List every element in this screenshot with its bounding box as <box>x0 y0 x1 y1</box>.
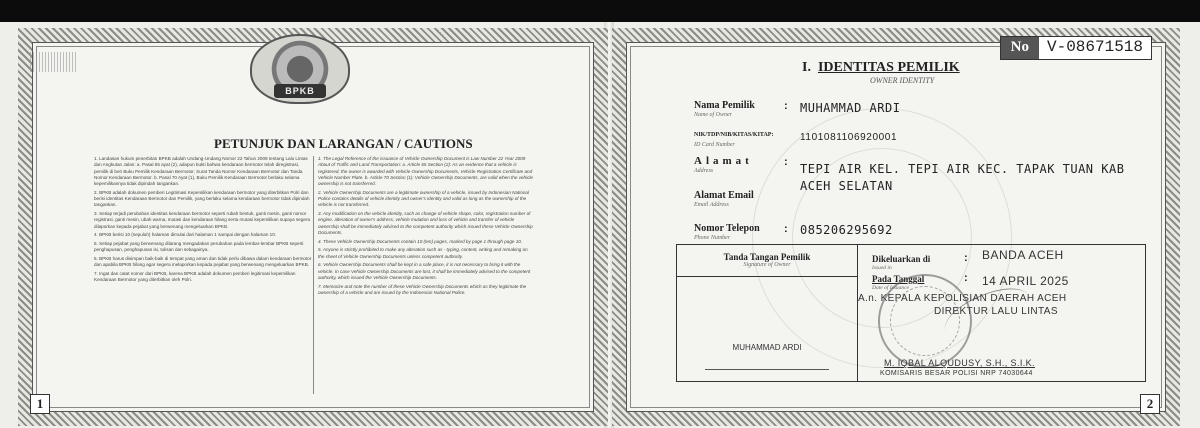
address-value-line2: ACEH SELATAN <box>800 179 893 193</box>
colon: : <box>964 272 968 284</box>
owner-signature-sublabel: Signature of Owner <box>743 262 791 268</box>
issued-in-label: Dikeluarkan di <box>872 254 931 264</box>
instruction-item: 2. Vehicle Ownership Documents are a legitimate ownership of a vehicle, issued by Indonesian National Police contains details of vehicle identity and owner's identity and valid as long as the ownership of the vehicle is not transferred. <box>318 189 530 208</box>
official-name: M. IQBAL ALQUDUSY, S.H., S.I.K. <box>884 358 1035 368</box>
instruction-item: 7. Ingat dan catat nomor dari BPKB, karena BPKB adalah dokumen pemberi legitimasi kepemilikan Kendaraan Bermotor yang diterbitkan oleh Polri. <box>94 271 296 283</box>
section-number: I. <box>802 60 811 75</box>
instruction-item: 2. BPKB adalah dokumen pemberi Legitimasi Kepemilikan kendaraan bermotor yang diterbitkan Polri dan berisi identitas Kendaraan Bermotor dan Pemilik, yang berlaku selama kendaraan bermotor tidak dipindah tangankan. <box>94 189 310 208</box>
page-number: 2 <box>1140 394 1160 414</box>
owner-signature-name: MUHAMMAD ARDI <box>732 343 802 352</box>
email-sublabel: Email Address <box>694 202 729 208</box>
instruction-item: 5. Anyone is strictly prohibited to make any alteration such as - typing, content, writing and remaking on the sheet of Vehicle Ownership Documents unless competent authority. <box>318 247 528 259</box>
instruction-item: 3. Any modification on the vehicle identity, such as change of vehicle shape, color, registration number of engine, alteration of owner's address, vehicle mutation and loss of vehicle and transfer of vehicle ownership shall be immediately advised to the competent authority which issued these Vehicle Ownership Documents. <box>318 211 533 236</box>
page-number: 1 <box>30 394 50 414</box>
address-sublabel: Address <box>694 168 714 174</box>
right-page <box>612 28 1180 426</box>
instruction-item: 4. These Vehicle Ownership Documents contain 10 (ten) pages, marked by page 1 through page 10. <box>318 238 523 244</box>
instructions-english <box>318 156 534 299</box>
signature-line <box>705 369 829 370</box>
id-number-sublabel: ID Card Number <box>694 142 735 148</box>
signature-divider <box>857 245 858 381</box>
instruction-item: 7. Memorize and note the number of these Vehicle Ownership Documents which as they legitimate the ownership of a vehicle and are issued by the Indonesian National Police. <box>318 283 527 295</box>
instructions-indonesian <box>94 156 314 286</box>
section-subtitle: OWNER IDENTITY <box>870 76 935 85</box>
emblem-label: BPKB <box>274 84 326 98</box>
colon: : <box>784 100 788 112</box>
email-label: Alamat Email <box>694 190 754 201</box>
issue-date-sublabel: Date of Issuance <box>872 285 909 291</box>
authority-line-1: A.n. KEPALA KEPOLISIAN DAERAH ACEH <box>858 293 1067 304</box>
owner-name-sublabel: Name of Owner <box>694 112 732 118</box>
authority-line-2: DIREKTUR LALU LINTAS <box>934 306 1058 317</box>
owner-name-value: MUHAMMAD ARDI <box>800 101 901 115</box>
issued-in-sublabel: Issued in <box>872 265 892 271</box>
instruction-item: 4. BPKB berisi 10 (sepuluh) halaman dimulai dari halaman 1 sampai dengan halaman 10. <box>94 232 277 238</box>
left-page <box>18 28 608 426</box>
section-heading: IDENTITAS PEMILIK <box>817 60 960 75</box>
owner-signature-label: Tanda Tangan Pemilik <box>723 252 811 262</box>
instruction-item: 1. Landasan hukum penerbitan BPKB adalah Undang-Undang Nomor 22 Tahun 2009 tentang Lalu Lintas dan Angkutan Jalan: a. Pasal 65 ayat (2), adapun bukti bahwa kendaraan bermotor telah diregistrasi, pemilik di beri Buku Pemilik Kendaraan Bermotor, Surat Tanda Nomor Kendaraan Bermotor dan Tanda Nomor Kendaraan Bermotor. b. Pasal 70 Ayat (1), Buku Pemilik Kendaraan Bermotor berlaku selama kepemilikannya tidak dipindah tangankan. <box>94 156 308 187</box>
phone-value: 085206295692 <box>800 223 893 237</box>
section-title <box>802 60 960 76</box>
owner-name-label: Nama Pemilik <box>694 100 755 111</box>
address-value-line1: TEPI AIR KEL. TEPI AIR KEC. TAPAK TUAN KAB <box>800 162 1125 176</box>
smudge-mark <box>30 52 78 72</box>
colon: : <box>784 156 788 168</box>
id-number-label: NIK/TDP/NIB/KITAS/KITAP: <box>694 132 774 138</box>
phone-label: Nomor Telepon <box>694 223 760 234</box>
number-label: No <box>1001 37 1039 59</box>
owner-signature-header <box>677 245 857 277</box>
document-number: V-08671518 <box>1046 38 1143 56</box>
colon: : <box>784 223 788 235</box>
instruction-item: 6. Vehicle Ownership Documents shall be kept in a safe place, it is not necessary to bring it with the vehicle. In case Vehicle Ownership Documents are lost, it shall be immediately advised to the competent authority, which issued the Vehicle Ownership Documents. <box>318 262 531 280</box>
id-number-label-group <box>694 130 804 149</box>
column-divider <box>313 156 314 394</box>
instruction-item: 3. Setiap terjadi perubahan identitas kendaraan bermotor seperti rubah bentuk, ganti mesin, ganti nomor registrasi, ganti mesin, ubah warna, mutasi dan kendaraan hilang serta mutasi kepemilikan supaya segera dilaporkan kepada pejabat yang berwenang mengeluarkan BPKB. <box>94 211 311 229</box>
email-label-group <box>694 190 804 209</box>
document-number-box <box>1000 36 1152 60</box>
id-number-value: 1101081106920001 <box>800 132 898 143</box>
instruction-item: 1. The Legal Reference of the issuance of Vehicle Ownership Document is Law Number 22 Year 2009 About of Traffic and Land Transportation: a. Article 65 Section (2): As an evidence that a vehicle is registered, the owner is awarded with Vehicle Ownership Documents, Vehicle Registration Certificate and Vehicle Number Plate. b. Article 70 Section (1): Vehicle Ownership Documents, are valid when the vehicle ownership is not transferred. <box>318 156 533 187</box>
cautions-title: PETUNJUK DAN LARANGAN / CAUTIONS <box>214 136 473 151</box>
issued-in-value: BANDA ACEH <box>982 248 1064 262</box>
instruction-item: 5. Setiap pejabat yang berwenang dilarang mengadakan perubahan pada lembar-lembar BPKB seperti penghapusan, penghapusan isi, tulisan dan sebagainya. <box>94 241 304 253</box>
address-label: Alamat <box>694 155 753 167</box>
issue-date-label: Pada Tanggal <box>872 274 925 284</box>
issue-date-value: 14 APRIL 2025 <box>982 274 1069 288</box>
official-rank: KOMISARIS BESAR POLISI NRP 74030644 <box>880 370 1033 377</box>
instruction-item: 6. BPKB harus disimpan baik-baik di tempat yang aman dan tidak perlu dibawa dalam kendaraan bermotor dan apabila BPKB hilang agar segera melaporkan kepada pejabat yang berwenang mengeluarkan BPKB. <box>94 256 312 268</box>
phone-sublabel: Phone Number <box>694 235 731 241</box>
colon: : <box>964 252 968 264</box>
scan-top-edge <box>0 0 1200 22</box>
